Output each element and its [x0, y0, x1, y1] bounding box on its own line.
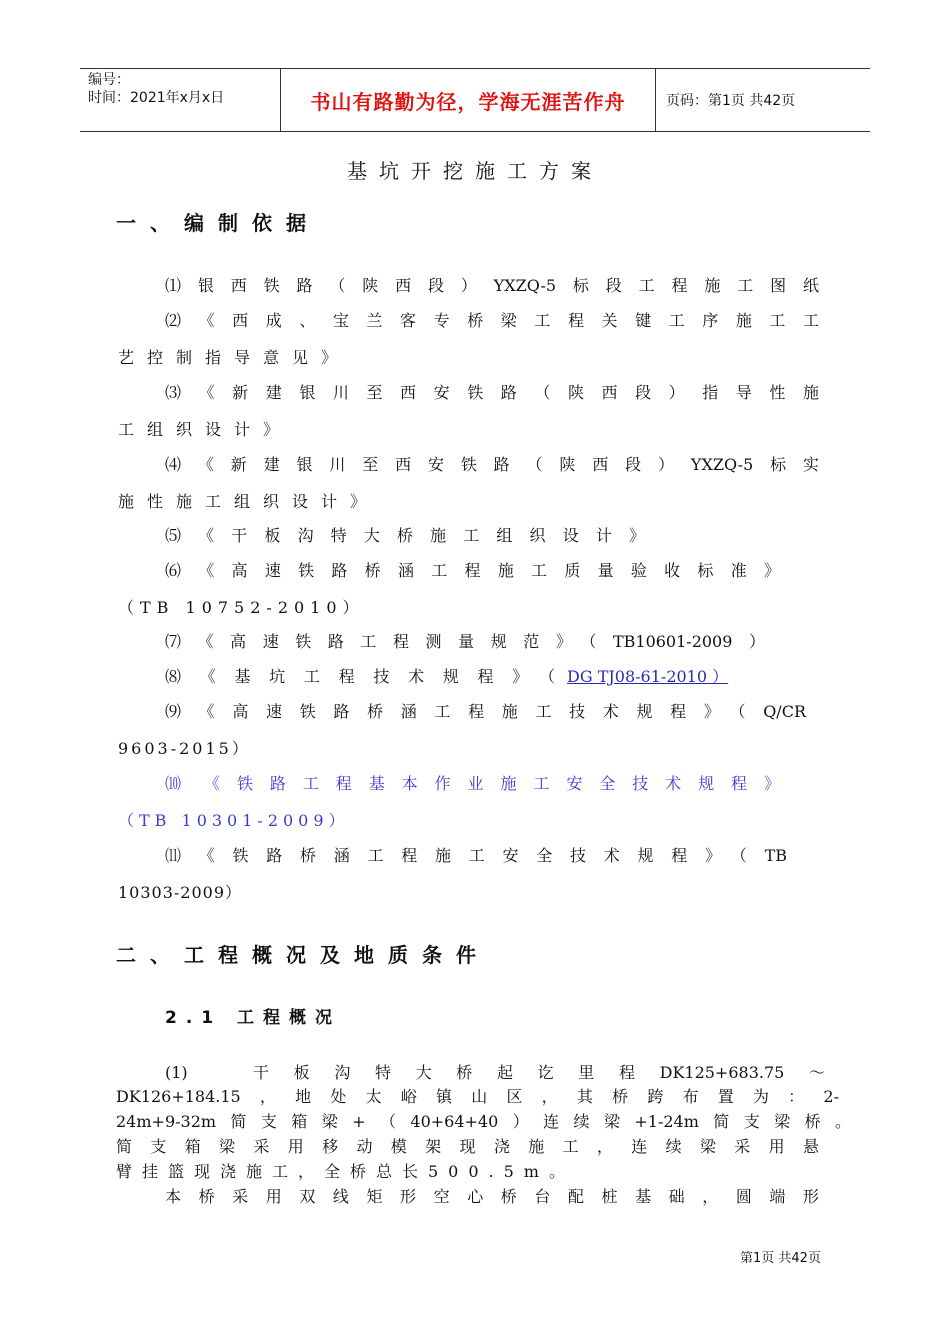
header-meta: [80, 69, 281, 131]
overview-line: 本桥采用双线矩形空心桥台配桩基础，圆端形: [165, 1187, 819, 1206]
overview-line: 24m+9-32m简支箱梁+（40+64+40）连续梁+1-24m简支梁桥。: [116, 1112, 851, 1131]
basis-line: 施性施工组织设计》: [118, 492, 380, 511]
basis-line: ⑺《高速铁路工程测量规范》（TB10601-2009）: [165, 632, 765, 651]
overview-line: DK126+184.15，地处太峪镇山区，其桥跨布置为：2-: [116, 1087, 839, 1106]
basis-line: 工组织设计》: [118, 420, 293, 439]
basis-line: ⑵《西成、宝兰客专桥梁工程关键工序施工工: [165, 311, 819, 330]
basis-line: ⑴银西铁路（陕西段）YXZQ-5标段工程施工图纸: [165, 276, 819, 295]
standard-link[interactable]: DG TJ08-61-2010 ）: [567, 667, 729, 686]
page-footer: 第1页 共42页: [740, 1251, 821, 1266]
overview-line: (1) 干板沟特大桥起讫里程DK125+683.75～: [165, 1063, 825, 1082]
basis-line: （TB 10752-2010）: [118, 598, 365, 617]
basis-line: ⑻《基坑工程技术规程》（: [165, 667, 555, 686]
document-title: 基坑开挖施工方案: [347, 159, 603, 183]
number-label: 编号：: [88, 72, 130, 88]
header-motto: 书山有路勤为径，学海无涯苦作舟: [281, 69, 656, 131]
basis-line: ⑷《新建银川至西安铁路（陕西段）YXZQ-5标实: [165, 455, 819, 474]
section-heading-2: 二、工程概况及地质条件: [116, 943, 490, 967]
time-label: 时间：2021年x月x日: [88, 90, 225, 106]
basis-line: 艺控制指导意见》: [118, 348, 351, 367]
basis-line: 9603-2015）: [118, 739, 251, 758]
basis-line: ⑾《铁路桥涵工程施工安全技术规程》（TB: [165, 846, 787, 865]
header-page-label: 页码：第1页 共42页: [666, 93, 796, 109]
basis-line: ⑶《新建银川至西安铁路（陕西段）指导性施: [165, 383, 819, 402]
page-header: [80, 68, 870, 132]
basis-line-number: ⑽: [165, 774, 182, 793]
basis-line: ⑹《高速铁路桥涵工程施工质量验收标准》: [165, 561, 780, 580]
basis-line: 10303-2009）: [118, 883, 243, 902]
basis-line-highlighted: 《铁路工程基本作业施工安全技术规程》: [204, 774, 780, 793]
subsection-heading: 2.1 工程概况: [165, 1008, 342, 1028]
overview-line: 臂挂篮现浇施工，全桥总长500.5m。: [116, 1162, 575, 1181]
basis-line: ⑸《干板沟特大桥施工组织设计》: [165, 526, 645, 545]
section-heading-1: 一、编制依据: [116, 211, 320, 235]
basis-line: ⑼《高速铁路桥涵工程施工技术规程》（Q/CR: [165, 702, 806, 721]
basis-line-highlighted: （TB 10301-2009）: [118, 811, 350, 830]
overview-line: 简支箱梁采用移动模架现浇施工，连续梁采用悬: [116, 1137, 819, 1156]
